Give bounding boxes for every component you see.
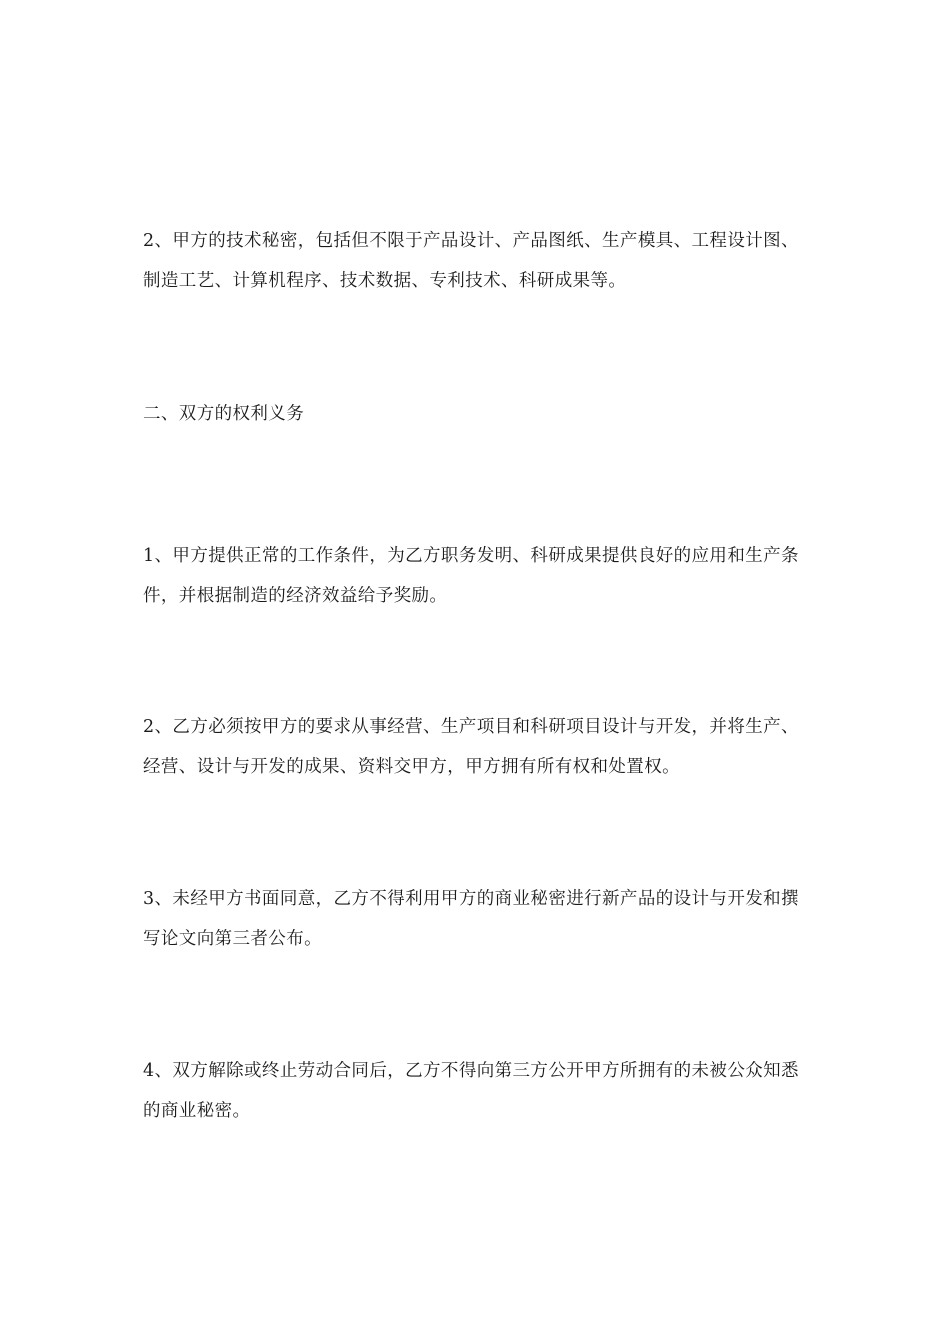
clause-2-party-b-obligations: 2、乙方必须按甲方的要求从事经营、生产项目和科研项目设计与开发，并将生产、经营、设计与开发的成果、资料交甲方，甲方拥有所有权和处置权。 (143, 717, 799, 777)
clause-2-technical-secrets: 2、甲方的技术秘密，包括但不限于产品设计、产品图纸、生产模具、工程设计图、制造工艺、计算机程序、技术数据、专利技术、科研成果等。 (143, 231, 799, 291)
clause-3-written-consent: 3、未经甲方书面同意，乙方不得利用甲方的商业秘密进行新产品的设计与开发和撰写论文向第三者公布。 (143, 889, 799, 949)
section-heading-rights-obligations: 二、双方的权利义务 (143, 404, 305, 424)
clause-1-party-a-obligations: 1、甲方提供正常的工作条件，为乙方职务发明、科研成果提供良好的应用和生产条件，并根据制造的经济效益给予奖励。 (143, 546, 799, 606)
clause-4-post-termination: 4、双方解除或终止劳动合同后，乙方不得向第三方公开甲方所拥有的未被公众知悉的商业秘密。 (143, 1061, 799, 1121)
